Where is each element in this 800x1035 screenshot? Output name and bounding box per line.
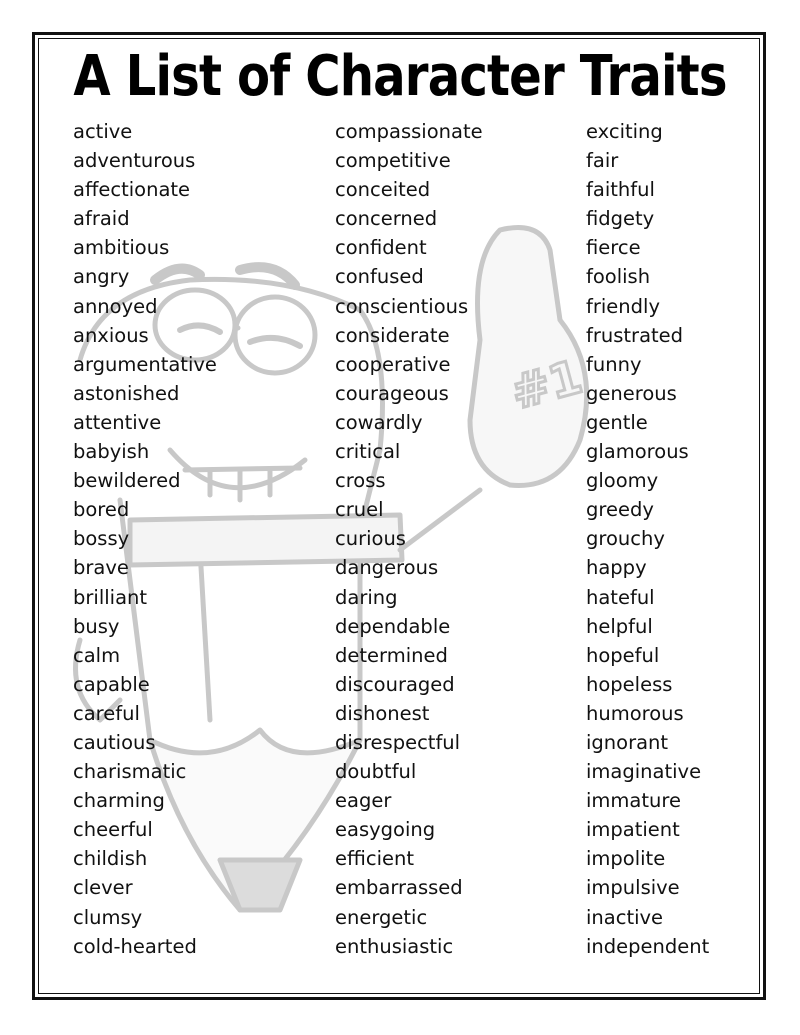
trait-item: foolish	[586, 265, 651, 289]
trait-item: gentle	[586, 410, 648, 434]
trait-item: compassionate	[335, 120, 483, 143]
trait-item: critical	[335, 440, 401, 464]
trait-item: bewildered	[73, 469, 181, 493]
trait-item: embarrassed	[335, 876, 463, 900]
trait-item: fierce	[586, 236, 641, 260]
trait-item: argumentative	[73, 352, 217, 376]
trait-item: adventurous	[73, 149, 196, 173]
trait-item: friendly	[586, 294, 660, 318]
trait-item: grouchy	[586, 527, 665, 551]
trait-item: bored	[73, 498, 130, 522]
trait-item: affectionate	[73, 178, 191, 202]
trait-item: helpful	[586, 614, 653, 638]
trait-item: gloomy	[586, 469, 659, 493]
trait-item: anxious	[73, 323, 149, 347]
trait-item: babyish	[73, 440, 150, 464]
trait-item: hopeless	[586, 672, 673, 696]
trait-item: conscientious	[335, 294, 469, 318]
trait-item: ignorant	[586, 730, 669, 754]
trait-item: astonished	[73, 381, 180, 405]
trait-item: childish	[73, 847, 148, 871]
trait-item: daring	[335, 585, 398, 609]
page-title: A List of Character Traits	[73, 44, 727, 109]
trait-item: faithful	[586, 178, 655, 202]
trait-item: courageous	[335, 381, 449, 405]
trait-item: angry	[73, 265, 130, 289]
trait-column-3	[586, 117, 709, 961]
trait-item: hopeful	[586, 643, 660, 667]
trait-item: impatient	[586, 818, 680, 842]
trait-item: enthusiastic	[335, 934, 454, 958]
trait-item: competitive	[335, 149, 451, 173]
trait-item: greedy	[586, 498, 654, 522]
trait-item: active	[73, 120, 133, 143]
trait-item: funny	[586, 352, 642, 376]
trait-item: dependable	[335, 614, 451, 638]
trait-item: brilliant	[73, 585, 148, 609]
trait-item: considerate	[335, 323, 450, 347]
trait-item: cheerful	[73, 818, 153, 842]
trait-item: conceited	[335, 178, 431, 202]
trait-item: glamorous	[586, 440, 689, 464]
trait-item: charismatic	[73, 760, 187, 784]
trait-item: impulsive	[586, 876, 680, 900]
trait-item: doubtful	[335, 760, 417, 784]
trait-item: fair	[586, 149, 619, 173]
trait-item: energetic	[335, 905, 428, 929]
trait-item: capable	[73, 672, 150, 696]
trait-item: happy	[586, 556, 647, 580]
trait-item: independent	[586, 934, 710, 958]
trait-item: curious	[335, 527, 406, 551]
trait-column-1	[73, 117, 217, 961]
trait-item: dangerous	[335, 556, 439, 580]
trait-item: bossy	[73, 527, 130, 551]
trait-item: immature	[586, 789, 681, 813]
trait-item: disrespectful	[335, 730, 461, 754]
trait-item: busy	[73, 614, 120, 638]
trait-item: cold-hearted	[73, 934, 197, 958]
trait-item: afraid	[73, 207, 130, 231]
trait-item: concerned	[335, 207, 438, 231]
trait-item: eager	[335, 789, 392, 813]
trait-item: determined	[335, 643, 448, 667]
trait-item: impolite	[586, 847, 666, 871]
trait-item: frustrated	[586, 323, 684, 347]
trait-item: cautious	[73, 730, 156, 754]
trait-item: humorous	[586, 701, 684, 725]
trait-item: careful	[73, 701, 140, 725]
trait-item: cowardly	[335, 410, 423, 434]
trait-item: brave	[73, 556, 129, 580]
trait-item: imaginative	[586, 760, 702, 784]
trait-item: confident	[335, 236, 427, 260]
trait-column-2	[335, 117, 483, 961]
trait-item: generous	[586, 381, 677, 405]
trait-item: cooperative	[335, 352, 451, 376]
trait-item: charming	[73, 789, 165, 813]
trait-item: clever	[73, 876, 133, 900]
trait-item: exciting	[586, 120, 663, 143]
trait-item: discouraged	[335, 672, 455, 696]
trait-item: annoyed	[73, 294, 158, 318]
trait-item: easygoing	[335, 818, 436, 842]
trait-item: inactive	[586, 905, 664, 929]
trait-item: ambitious	[73, 236, 170, 260]
trait-item: dishonest	[335, 701, 430, 725]
trait-item: hateful	[586, 585, 655, 609]
trait-item: clumsy	[73, 905, 143, 929]
trait-item: cross	[335, 469, 386, 493]
trait-item: confused	[335, 265, 424, 289]
trait-item: cruel	[335, 498, 384, 522]
trait-item: attentive	[73, 410, 162, 434]
badge-number-one: #1	[505, 349, 588, 420]
trait-item: calm	[73, 643, 121, 667]
trait-item: fidgety	[586, 207, 655, 231]
trait-item: efficient	[335, 847, 414, 871]
